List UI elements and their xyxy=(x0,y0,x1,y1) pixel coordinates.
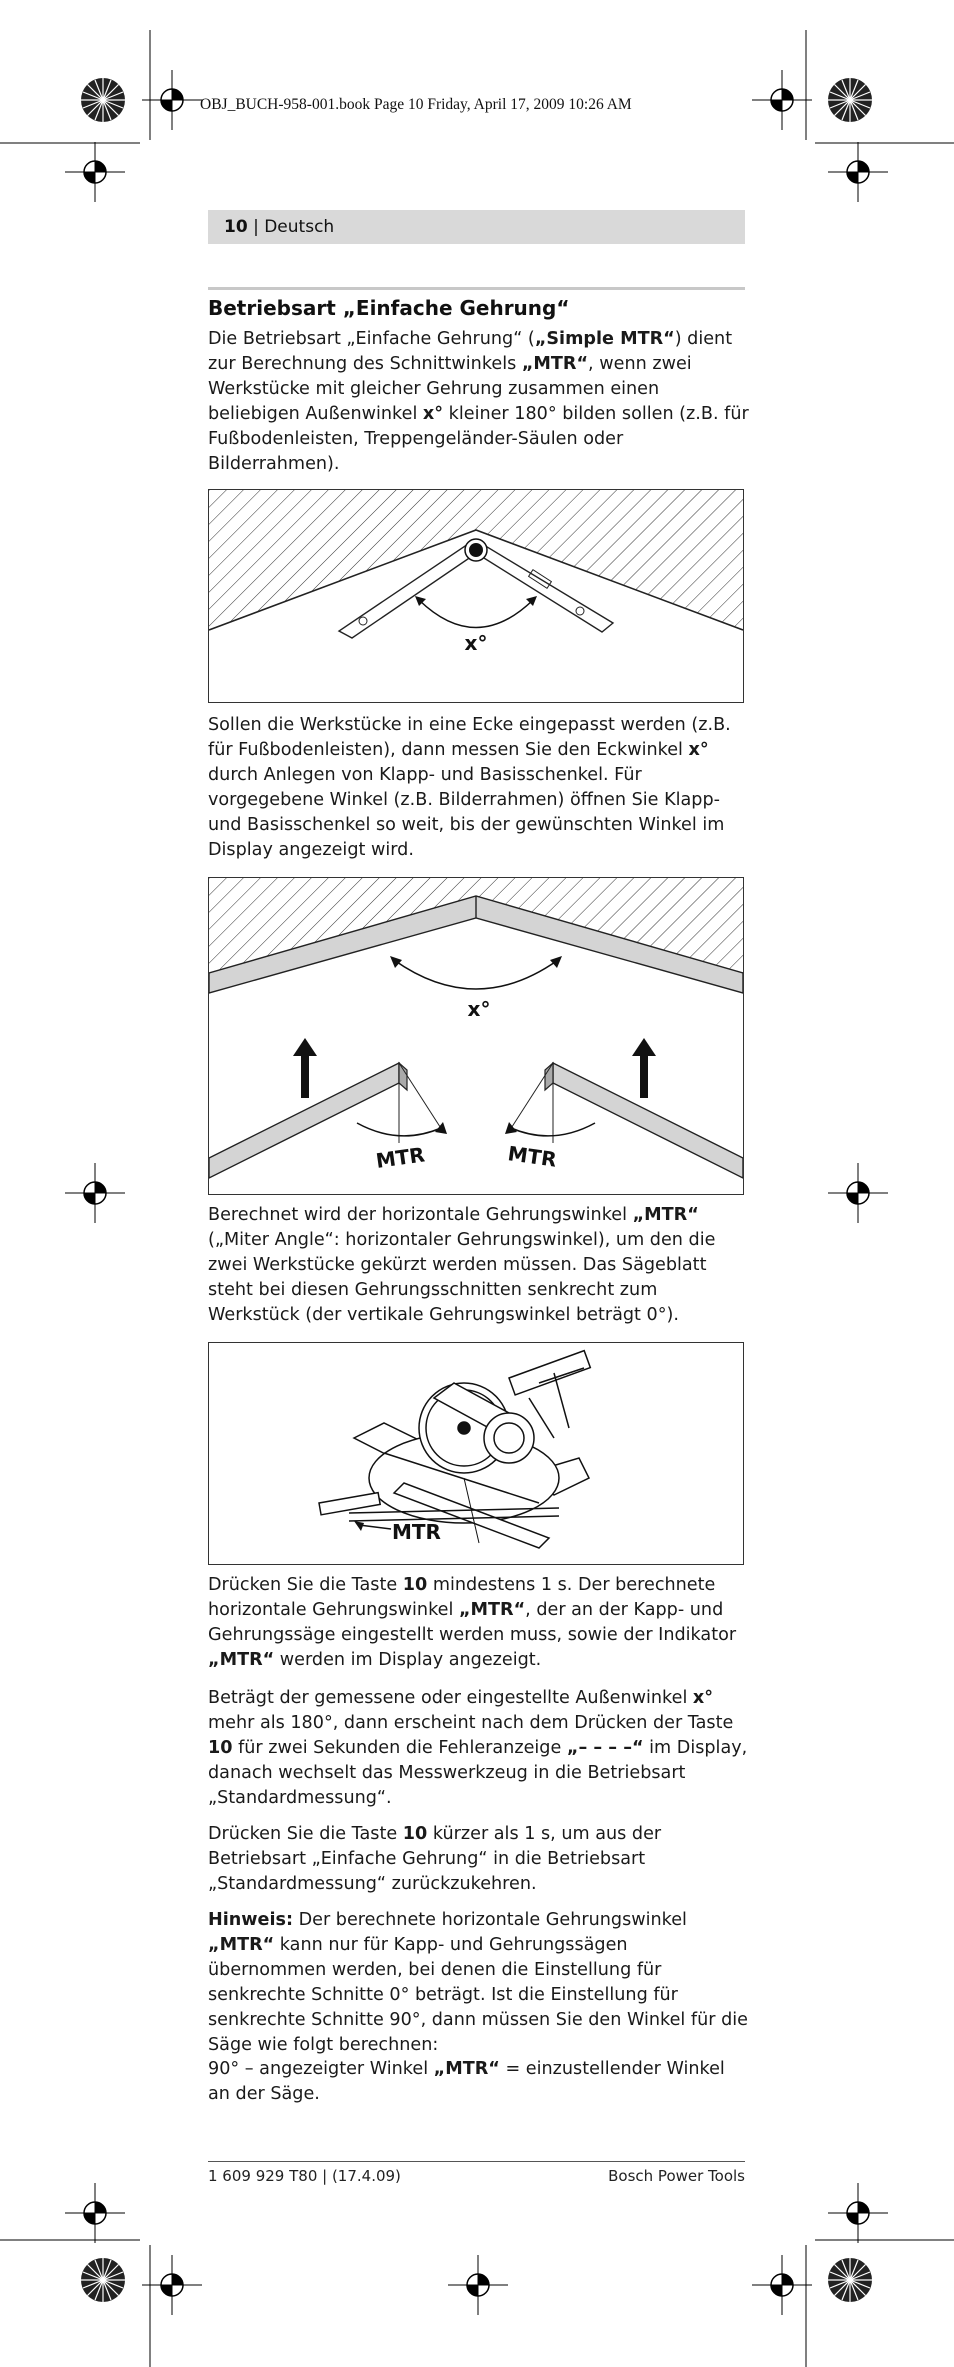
arrow-icon xyxy=(354,1521,364,1531)
text-run: kann nur für Kapp- und Gehrungssägen übernommen werden, bei denen die Einstellung für senkrechte Schnitte 0° beträgt. Ist die Einstellung für senkrechte Schnitte 90°, dann müssen Sie den Winkel für die Säge wie folgt berechnen: xyxy=(208,1935,748,2055)
arrow-icon xyxy=(390,956,402,968)
text-run: („Miter Angle“: horizontaler Gehrungswinkel), um den die zwei Werkstücke gekürzt werden müssen. Das Sägeblatt steht bei diesen Gehrungsschnitten senkrecht zum Werkstück (der vertikale Gehrungswinkel beträgt 0°). xyxy=(208,1230,716,1325)
text-run: für zwei Sekunden die Fehleranzeige xyxy=(232,1738,567,1758)
formula-paragraph xyxy=(208,2057,750,2107)
figure-miter-saw-svg xyxy=(209,1343,743,1564)
bold-text: 10 xyxy=(208,1738,233,1758)
arrow-icon xyxy=(435,1122,447,1134)
mtr-label-right: MTR xyxy=(506,1141,559,1172)
figure-miter-cut xyxy=(208,877,744,1195)
registration-cross-icon xyxy=(828,1163,888,1223)
figure-miter-cut-svg xyxy=(209,878,743,1194)
up-arrow-icon xyxy=(293,1038,317,1098)
mtr-label: MTR xyxy=(392,1520,441,1544)
text-run: = einzustellender Winkel an der Säge. xyxy=(208,2059,725,2104)
registration-cross-icon xyxy=(752,2255,812,2315)
header-language: Deutsch xyxy=(264,217,335,237)
text-run: werden im Display angezeigt. xyxy=(274,1650,542,1670)
text-run: kürzer als 1 s, um aus der Betriebsart „Einfache Gehrung“ in die Betriebsart „Standardmessung“ zurückzukehren. xyxy=(208,1824,662,1894)
bold-text: „MTR“ xyxy=(433,2059,500,2079)
header-separator: | xyxy=(247,217,265,237)
paragraph xyxy=(208,1203,750,1328)
registration-star-icon xyxy=(828,2258,872,2302)
text-run: ) dient zur Berechnung des Schnittwinkels xyxy=(208,329,733,374)
bold-text: Hinweis: xyxy=(208,1910,294,1930)
registration-cross-icon xyxy=(142,70,202,130)
page-header xyxy=(208,210,745,244)
up-arrow-icon xyxy=(632,1038,656,1098)
registration-cross-icon xyxy=(142,2255,202,2315)
text-run: kleiner 180° bilden sollen (z.B. für Fußbodenleisten, Treppengeländer-Säulen oder Bilderrahmen). xyxy=(208,404,749,474)
section-rule xyxy=(208,287,745,290)
bold-text: x° xyxy=(688,740,709,760)
text-run: mindestens 1 s. Der berechnete horizontale Gehrungswinkel xyxy=(208,1575,716,1620)
paragraph xyxy=(208,713,750,863)
text-run: Drücken Sie die Taste xyxy=(208,1575,403,1595)
bold-text: „MTR“ xyxy=(208,1935,275,1955)
registration-cross-icon xyxy=(448,2255,508,2315)
registration-star-icon xyxy=(828,78,872,122)
text-run: Drücken Sie die Taste xyxy=(208,1824,403,1844)
arrow-icon xyxy=(505,1122,517,1134)
text-run: Der berechnete horizontale Gehrungswinkel xyxy=(293,1910,687,1930)
text-run: durch Anlegen von Klapp- und Basisschenkel. Für vorgegebene Winkel (z.B. Bilderrahmen) öffnen Sie Klapp- und Basisschenkel so weit, bis der gewünschten Winkel im Display angezeigt wird. xyxy=(208,765,725,860)
text-run: , wenn zwei Werkstücke mit gleicher Gehrung zusammen einen beliebigen Außenwinkel xyxy=(208,354,692,424)
bold-text: „MTR“ xyxy=(632,1205,699,1225)
page-number: 10 xyxy=(224,217,248,237)
footer-document-id: 1 609 929 T80 | (17.4.09) xyxy=(208,2167,401,2185)
figure-corner-measurement-svg xyxy=(209,490,743,702)
text-run: Berechnet wird der horizontale Gehrungswinkel xyxy=(208,1205,633,1225)
paragraph xyxy=(208,1573,750,1673)
angle-label: x° xyxy=(467,997,491,1021)
paragraph xyxy=(208,1686,750,1811)
pivot-knob-center xyxy=(469,543,483,557)
angle-arc xyxy=(394,960,558,989)
footer-brand: Bosch Power Tools xyxy=(608,2167,745,2185)
mtr-label-left: MTR xyxy=(374,1142,427,1173)
text-run: 90° – angezeigter Winkel xyxy=(208,2059,434,2079)
bold-text: „Simple MTR“ xyxy=(534,329,675,349)
bold-text: „MTR“ xyxy=(458,1600,526,1620)
text-run: Die Betriebsart „Einfache Gehrung“ ( xyxy=(208,329,535,349)
section-title: Betriebsart „Einfache Gehrung“ xyxy=(208,296,570,320)
registration-cross-icon xyxy=(752,70,812,130)
figure-corner-measurement xyxy=(208,489,744,703)
text-run: mehr als 180°, dann erscheint nach dem Drücken der Taste xyxy=(208,1713,734,1733)
angle-arc xyxy=(419,600,533,628)
text-run: im Display, danach wechselt das Messwerkzeug in die Betriebsart „Standardmessung“. xyxy=(208,1738,748,1808)
angle-label: x° xyxy=(464,631,488,655)
bold-text: x° xyxy=(422,404,444,424)
note-paragraph xyxy=(208,1908,750,2058)
bold-text: 10 xyxy=(402,1824,428,1844)
footer-rule xyxy=(208,2161,745,2162)
registration-cross-icon xyxy=(65,2183,125,2243)
bold-text: x° xyxy=(692,1688,714,1708)
registration-star-icon xyxy=(81,2258,125,2302)
print-slug: OBJ_BUCH-958-001.book Page 10 Friday, April 17, 2009 10:26 AM xyxy=(200,96,632,113)
paragraph xyxy=(208,327,750,477)
miter-saw-drawing xyxy=(319,1351,590,1548)
registration-cross-icon xyxy=(65,1163,125,1223)
arrow-icon xyxy=(550,956,562,968)
text-run: , der an der Kapp- und Gehrungssäge eingestellt werden muss, sowie der Indikator xyxy=(208,1600,737,1645)
text-run: Beträgt der gemessene oder eingestellte Außenwinkel xyxy=(208,1688,693,1708)
registration-cross-icon xyxy=(65,142,125,202)
page-header-text xyxy=(224,217,334,237)
text-run: Sollen die Werkstücke in eine Ecke eingepasst werden (z.B. für Fußbodenleisten), dann messen Sie den Eckwinkel xyxy=(208,715,731,760)
bold-text: „MTR“ xyxy=(208,1650,275,1670)
bold-text: 10 xyxy=(402,1575,428,1595)
registration-cross-icon xyxy=(828,2183,888,2243)
bold-text: „MTR“ xyxy=(521,354,589,374)
figure-miter-saw xyxy=(208,1342,744,1565)
registration-star-icon xyxy=(81,78,125,122)
paragraph xyxy=(208,1822,750,1897)
bold-text: „– – – –“ xyxy=(566,1738,644,1758)
registration-cross-icon xyxy=(828,142,888,202)
